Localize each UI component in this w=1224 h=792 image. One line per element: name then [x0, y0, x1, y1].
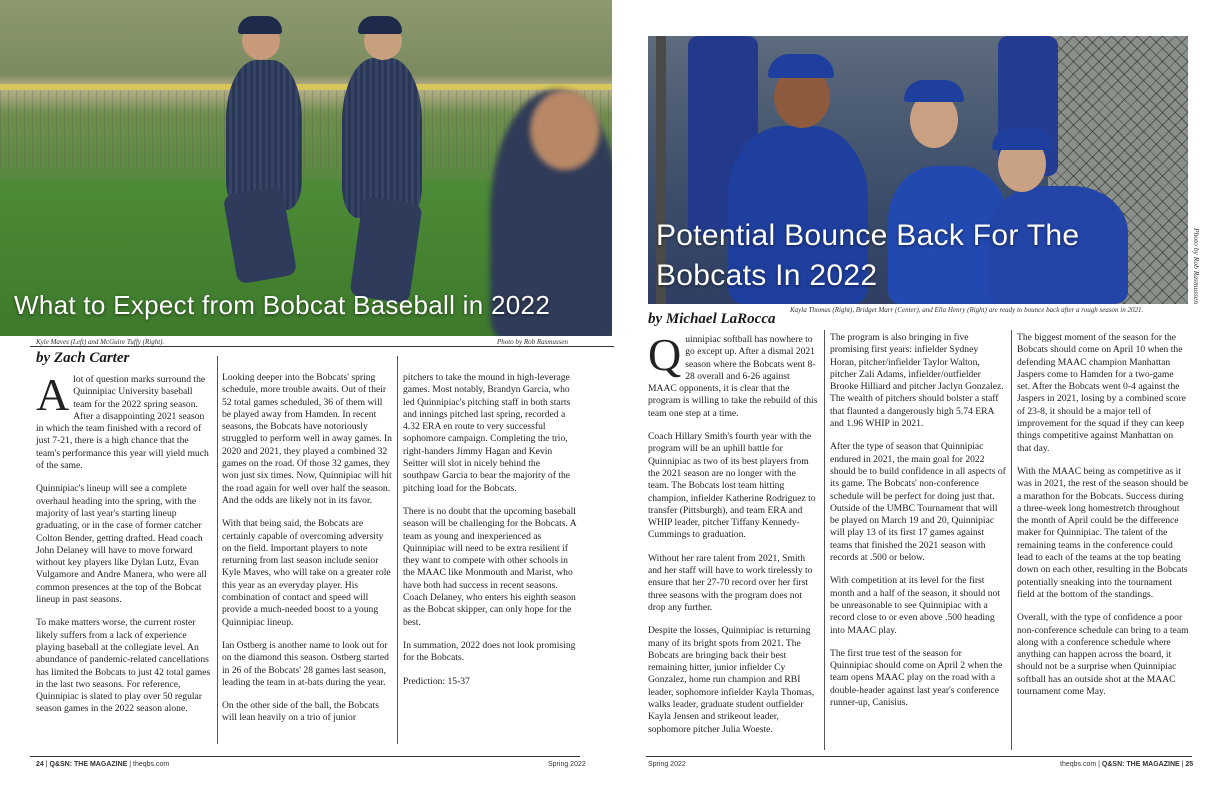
left-footer-season: Spring 2022: [548, 761, 586, 768]
page-number: 25: [1185, 761, 1194, 768]
left-column-3: [403, 372, 579, 699]
left-caption-rule: [30, 346, 614, 347]
paragraph: With competition at its level for the first month and a half of the season, it should not be unreasonable to see Quinnipiac with a record close to or even above .500 heading into MAAC play.: [830, 575, 1000, 636]
right-photo-credit: Photo by Rob Rasmussen: [1192, 228, 1201, 305]
paragraph: With that being said, the Bobcats are certainly capable of overcoming adversity on the field. Important players to note returning from last season include senior Kyle Maves, who will take on a greater role this year as an everyday player. His combination of contact and speed will provide a much-needed boost to a young Quinnipiac lineup.: [222, 518, 391, 628]
paragraph: pitchers to take the mound in high-leverage games. Most notably, Brandyn Garcia, who led Quinnipiac's pitching staff in both starts and innings pitched last spring, recorded a 4.32 ERA en route to very successful sophomore campaign. Completing the trio, right-handers Jimmy Hagan and Kevin Seitter will slot in nicely behind the southpaw Garcia to bear the majority of the pitching load for the Bobcats.: [403, 372, 571, 494]
right-column-1: [648, 329, 818, 747]
right-footer-season: Spring 2022: [648, 761, 686, 768]
paragraph: Without her rare talent from 2021, Smith and her staff will have to work tirelessly to ensure that her 27-70 record over her first three seasons with the program does not drop any further.: [648, 552, 813, 613]
left-article-title: What to Expect from Bobcat Baseball in 2022: [14, 290, 551, 320]
column-divider: [824, 330, 825, 750]
column-divider: [217, 356, 218, 744]
player-far-right-cap: [992, 128, 1052, 150]
player-right-cap: [904, 80, 964, 102]
left-footer: 24 | Q&SN: THE MAGAZINE | theqbs.com: [36, 761, 170, 768]
player-right-figure: [342, 58, 422, 218]
site-name: theqbs.com: [1060, 761, 1097, 768]
paragraph: To make matters worse, the current roster likely suffers from a lack of experience playing baseball at the collegiate level. An abundance of pandemic-related cancellations has limited the Bobcats to just 42 total games in the last two seasons. For reference, Quinnipiac is slated to play over 50 regular season games in the 2022 season alone.: [36, 617, 211, 715]
right-column-3: [1017, 332, 1189, 709]
paragraph: On the other side of the ball, the Bobcats will lean heavily on a trio of junior: [222, 700, 379, 724]
paragraph: Coach Hillary Smith's fourth year with the program will be an uphill battle for Quinnipiac as two of its best players from the 2021 season are no longer with the team. The Bobcats lost team hitting champion, infielder Katherine Rodriguez to transfer (Pittsburgh), and team ERA and WHIP leader, pitcher Tiffany Kennedy-Cummings to graduation.: [648, 431, 816, 541]
right-lead-paragraph: uinnipiac softball has nowhere to go except up. After a dismal 2021 season where the Bobcats went 8-28 overall and 6-26 against MAAC opponents, it is clear that the program is willing to take the rebuild of this team one step at a time.: [648, 334, 818, 419]
site-name: theqbs.com: [133, 761, 170, 768]
page-number: 24: [36, 761, 44, 768]
right-dropcap: Q: [648, 329, 682, 380]
left-dropcap: A: [36, 369, 70, 420]
paragraph: After the type of season that Quinnipiac endured in 2021, the main goal for 2022 should be to build confidence in all aspects of its game. The Bobcats' non-conference schedule will be perfect for doing just that. Outside of the UMBC Tournament that will be played on March 19 and 20, Quinnipiac will play 13 of its first 17 games against teams that finished the 2021 season with records at .500 or below.: [830, 441, 1006, 564]
right-article-title: Potential Bounce Back For The Bobcats In 2022: [656, 219, 1080, 292]
paragraph: The biggest moment of the season for the Bobcats should come on April 10 when the defending MAAC champion Manhattan Jaspers come to Hamden for a two-game set. After the Bobcats went 0-4 against the Jaspers in 2021, losing by a combined score of 23-8, it should be a major tell of improvement for the squad if they can keep things competitive against Manhattan on that day.: [1017, 332, 1186, 454]
right-footer: theqbs.com | Q&SN: THE MAGAZINE | 25: [1060, 761, 1194, 768]
paragraph: Looking deeper into the Bobcats' spring schedule, more trouble awaits. Out of their 52 total games scheduled, 36 of them will be played away from Hamden. In recent seasons, the Bobcats have notoriously struggled to perform well in away games. In 2020 and 2021, they played a combined 32 games on the road. Of those 32 games, they won just six times. Now, Quinnipiac will hit the road again for well over half the season. And the odds are likely not in its favor.: [222, 372, 392, 506]
baseball-photo: [0, 0, 612, 336]
player-center-cap: [768, 54, 834, 78]
paragraph: Despite the losses, Quinnipiac is returning many of its bright spots from 2021. The Bobcats are bringing back their best remaining hitter, junior infielder Cy Gonzalez, home run champion and RBI leader, sophomore infielder Kayla Thomas, walks leader, graduate student outfielder Kayla Jensen and strikeout leader, sophomore pitcher Julia Woeste.: [648, 625, 815, 735]
left-column-1: [36, 369, 212, 727]
paragraph: There is no doubt that the upcoming baseball season will be challenging for the Bobcats. A team as young and inexperienced as Quinnipiac will need to be extra resilient if they want to compete with other schools in the MAAC like Monmouth and Marist, who have both had success in recent seasons. Coach Delaney, who enters his eighth season as the Bobcat skipper, can only hope for the best.: [403, 505, 577, 628]
left-footer-rule: [30, 756, 580, 757]
player-left-cap: [238, 16, 282, 34]
right-photo-caption: Kayla Thomas (Right), Bridget Marr (Center), and Ella Henry (Right) are ready to bounce back after a rough season in 2021.: [790, 306, 1144, 314]
magazine-name: Q&SN: THE MAGAZINE: [1101, 761, 1180, 768]
right-footer-rule: [646, 756, 1192, 757]
player-right-cap: [358, 16, 402, 34]
left-photo-credit: Photo by Rob Rasmussen: [497, 338, 568, 346]
paragraph: With the MAAC being as competitive as it was in 2021, the rest of the season should be a marathon for the Bobcats. Success during a three-week long homestretch throughout the month of April could be the difference maker for Quinnipiac. The talent of the remaining teams in the conference could lead to each of the teams at the top beating down on each other, resulting in the Bobcats potentially sneaking into the tournament field at the bottom of the standings.: [1017, 465, 1189, 600]
left-photo-caption: Kyle Maves (Left) and McGuire Tuffy (Right).: [36, 338, 165, 346]
paragraph: Ian Ostberg is another name to look out for on the diamond this season. Ostberg started in 26 of the Bobcats' 28 games last season, leading the team in at-bats during the year.: [222, 639, 389, 688]
magazine-name: Q&SN: THE MAGAZINE: [49, 761, 128, 768]
blurred-player-head: [530, 90, 600, 170]
left-byline: by Zach Carter: [36, 350, 130, 366]
left-column-2: [222, 372, 392, 736]
paragraph: Prediction: 15-37: [403, 675, 470, 687]
column-divider: [1011, 330, 1012, 750]
paragraph: The program is also bringing in five promising first years: infielder Sydney Horan, pitcher/infielder Taylor Walton, pitcher Zali Adams, infielder/outfielder Brooke Hilliard and pitcher Jaclyn Gonzalez. The wealth of pitchers should bolster a staff that flaunted a dangerously high 5.74 ERA and 1.96 WHIP in 2021.: [830, 332, 1004, 430]
right-column-2: [830, 332, 1006, 720]
right-byline: by Michael LaRocca: [648, 311, 776, 327]
paragraph: In summation, 2022 does not look promising for the Bobcats.: [403, 639, 576, 664]
paragraph: Quinnipiac's lineup will see a complete overhaul heading into the spring, with the majority of last year's starting lineup graduating, or in the case of former catcher Colton Bender, getting drafted. Head coach John Delaney will have to move forward without key players like Dylan Lutz, Evan Vulgamore and Andre Manera, who were all common presences at the top of the Bobcat lineup in past seasons.: [36, 483, 207, 606]
left-lead-paragraph: lot of question marks surround the Quinnipiac University baseball team for the 2022 spring season. After a disappointing 2021 season in which the team finished with a record of just 7-21, there is a high chance that the team's performance this year will yield much of the same.: [36, 374, 209, 472]
paragraph: The first true test of the season for Quinnipiac should come on April 2 when the team opens MAAC play on the road with a double-header against last year's conference runner-up, Canisius.: [830, 647, 1003, 709]
column-divider: [397, 356, 398, 744]
paragraph: Overall, with the type of confidence a poor non-conference schedule can bring to a team along with a conference schedule where anything can happen across the board, it should not be a surprise when Quinnipiac softball has an outside shot at the MAAC tournament come May.: [1017, 612, 1189, 698]
